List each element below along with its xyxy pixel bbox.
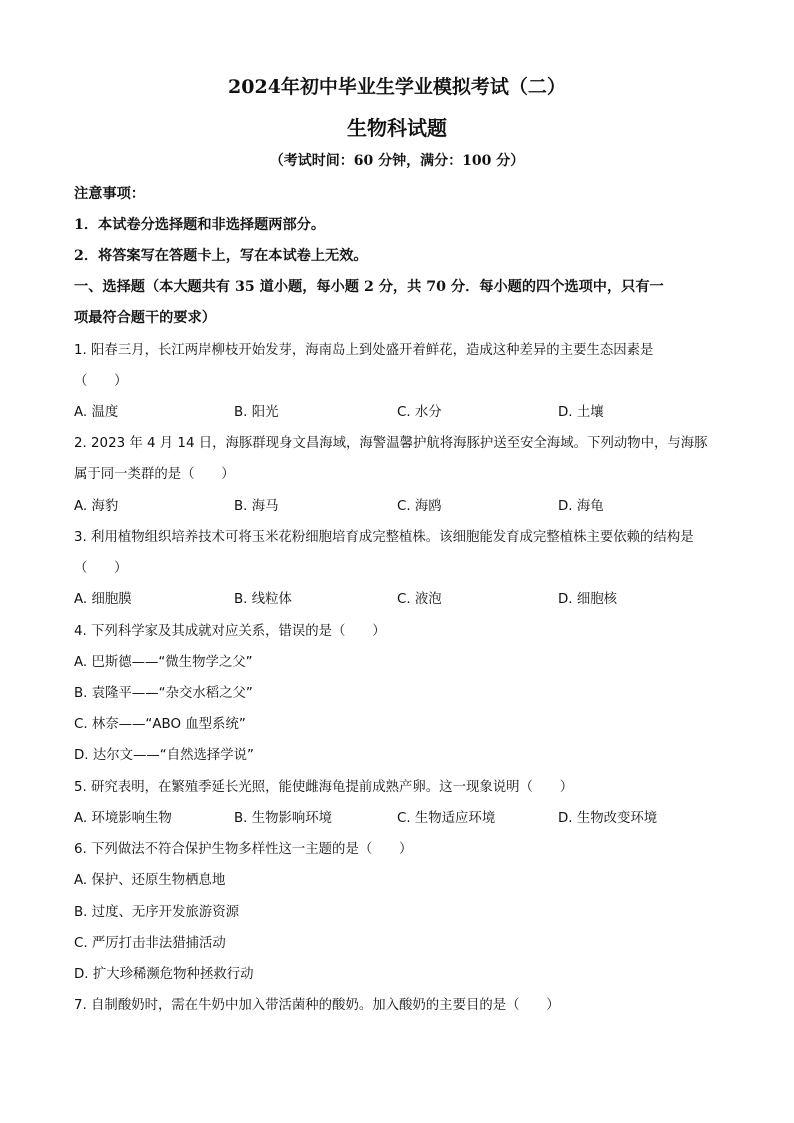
question-6-option-a: A. 保护、还原生物栖息地 — [74, 873, 226, 888]
question-6-option-d: D. 扩大珍稀濒危物种拯救行动 — [74, 967, 254, 982]
question-4-option-c: C. 林奈——“ABO 血型系统” — [74, 717, 246, 732]
question-3-option-d: D. 细胞核 — [558, 592, 617, 607]
question-2-option-c: C. 海鸥 — [397, 499, 442, 514]
notice-item-1: 1．本试卷分选择题和非选择题两部分。 — [74, 217, 326, 233]
exam-info: （考试时间：60 分钟，满分：100 分） — [269, 153, 525, 169]
question-2-option-b: B. 海马 — [234, 499, 279, 514]
question-3-blank: （ ） — [74, 561, 128, 576]
question-3-option-b: B. 线粒体 — [234, 592, 292, 607]
exam-title: 2024年初中毕业生学业模拟考试（二） — [228, 76, 566, 98]
question-6-option-b: B. 过度、无序开发旅游资源 — [74, 905, 239, 920]
question-5-option-b: B. 生物影响环境 — [234, 811, 333, 826]
question-6-text: 6. 下列做法不符合保护生物多样性这一主题的是（ ） — [74, 842, 413, 857]
question-1-option-b: B. 阳光 — [234, 405, 279, 420]
question-1-option-a: A. 温度 — [74, 405, 119, 420]
section-1-heading-cont: 项最符合题干的要求） — [74, 310, 216, 326]
question-7-text: 7. 自制酸奶时，需在牛奶中加入带活菌种的酸奶。加入酸奶的主要目的是（ ） — [74, 998, 560, 1013]
question-3-option-c: C. 液泡 — [397, 592, 442, 607]
question-5-option-c: C. 生物适应环境 — [397, 811, 496, 826]
question-4-option-d: D. 达尔文——“自然选择学说” — [74, 748, 254, 763]
question-5-option-d: D. 生物改变环境 — [558, 811, 658, 826]
question-4-text: 4. 下列科学家及其成就对应关系，错误的是（ ） — [74, 624, 386, 639]
question-4-option-a: A. 巴斯德——“微生物学之父” — [74, 655, 253, 670]
question-6-option-c: C. 严厉打击非法猎捕活动 — [74, 936, 226, 951]
question-2-option-a: A. 海豹 — [74, 499, 119, 514]
question-4-option-b: B. 袁隆平——“杂交水稻之父” — [74, 686, 253, 701]
question-1-text: 1. 阳春三月，长江两岸柳枝开始发芽，海南岛上到处盛开着鲜花，造成这种差异的主要生态因素是 — [74, 343, 654, 358]
section-1-heading: 一、选择题（本大题共有 35 道小题，每小题 2 分，共 70 分．每小题的四个选项中，只有一 — [74, 279, 664, 295]
notice-heading: 注意事项： — [74, 186, 145, 202]
subject-title: 生物科试题 — [347, 116, 447, 140]
notice-item-2: 2．将答案写在答题卡上，写在本试卷上无效。 — [74, 248, 368, 264]
question-3-text: 3. 利用植物组织培养技术可将玉米花粉细胞培育成完整植株。该细胞能发育成完整植株主要依赖的结构是 — [74, 530, 694, 545]
question-2-text-cont: 属于同一类群的是（ ） — [74, 467, 235, 482]
question-5-text: 5. 研究表明，在繁殖季延长光照，能使雌海龟提前成熟产卵。这一现象说明（ ） — [74, 780, 574, 795]
question-2-option-d: D. 海龟 — [558, 499, 604, 514]
question-2-text: 2. 2023 年 4 月 14 日，海豚群现身文昌海域，海警温馨护航将海豚护送至安全海域。下列动物中，与海豚 — [74, 436, 708, 451]
question-1-option-c: C. 水分 — [397, 405, 442, 420]
question-1-option-d: D. 土壤 — [558, 405, 604, 420]
question-1-blank: （ ） — [74, 374, 128, 389]
question-5-option-a: A. 环境影响生物 — [74, 811, 172, 826]
question-3-option-a: A. 细胞膜 — [74, 592, 132, 607]
